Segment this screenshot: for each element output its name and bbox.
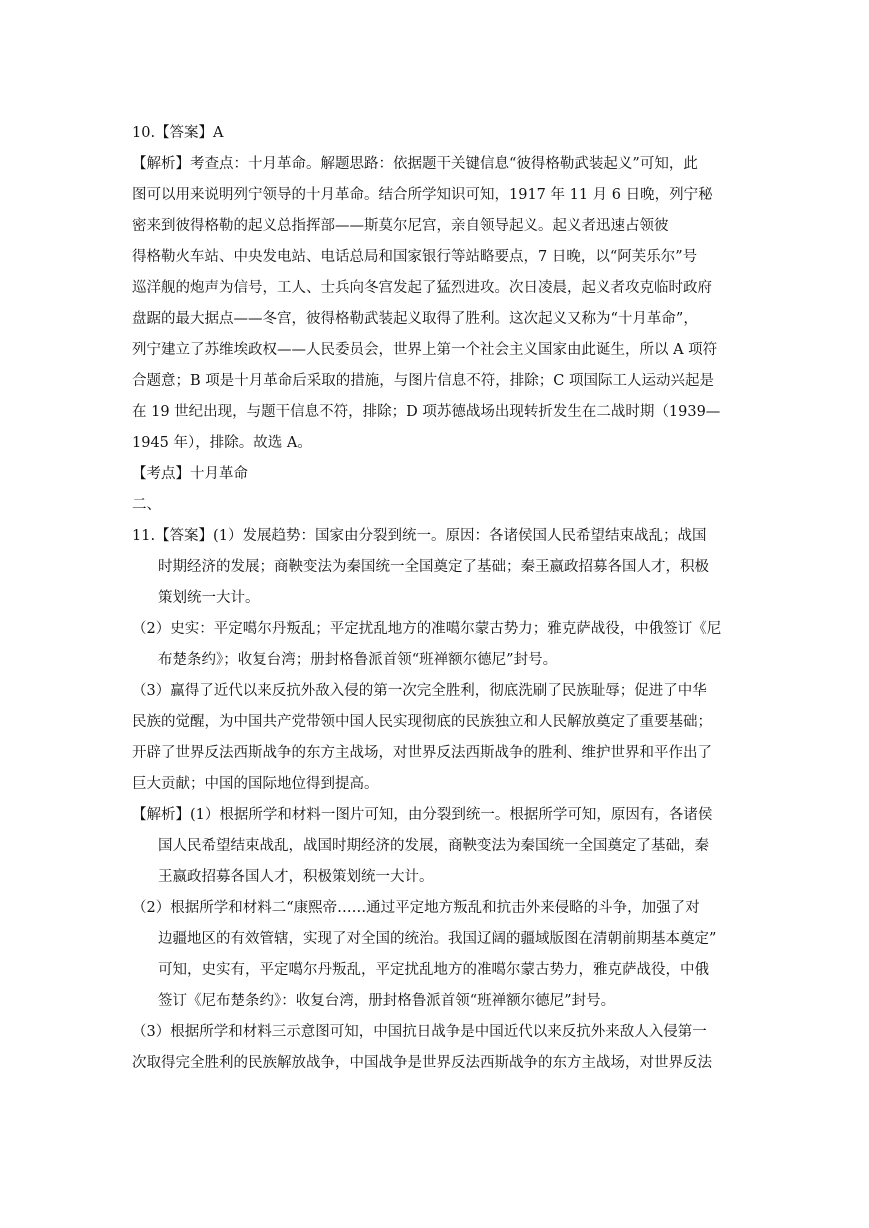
q11-answer-3 [132, 676, 740, 800]
q10-analysis-line: 图可以用来说明列宁领导的十月革命。结合所学知识可知，1917 年 11 月 6 日晚，列宁秘 [132, 187, 713, 203]
q10-analysis-line: 盘踞的最大据点——冬宫，彼得格勒武装起义取得了胜利。这次起义又称为“十月革命”， [132, 311, 698, 327]
q10-analysis-line: 巡洋舰的炮声为信号，工人、士兵向冬宫发起了猛烈进攻。次日凌晨，起义者攻克临时政府 [132, 280, 712, 296]
q11-answer-line: 巨大贡献；中国的国际地位得到提高。 [132, 776, 379, 792]
q11-answer-line: 时期经济的发展；商鞅变法为秦国统一全国奠定了基础；秦王嬴政招募各国人才，积极 [158, 559, 709, 575]
q10-point: 【考点】十月革命 [132, 466, 248, 482]
q10-analysis-line: 合题意；B 项是十月革命后采取的措施，与图片信息不符，排除；C 项国际工人运动兴起是 [132, 373, 714, 389]
q11-analysis-line: 可知，史实有，平定噶尔丹叛乱，平定扰乱地方的准噶尔蒙古势力，雅克萨战役，中俄 [158, 962, 709, 978]
q11-answer-line: 民族的觉醒，为中国共产党带领中国人民实现彻底的民族独立和人民解放奠定了重要基础； [132, 714, 712, 730]
q11-answer-line: 策划统一大计。 [158, 590, 260, 606]
q11-answer-line: 11.【答案】(1）发展趋势：国家由分裂到统一。原因：各诸侯国人民希望结束战乱；战国 [132, 528, 707, 544]
q11-analysis-line: 签订《尼布楚条约》：收复台湾，册封格鲁派首领“班禅额尔德尼”封号。 [158, 993, 616, 1009]
q10-analysis-line: 列宁建立了苏维埃政权——人民委员会，世界上第一个社会主义国家由此诞生，所以 A 项符 [132, 342, 718, 358]
q11-analysis-line: 【解析】(1）根据所学和材料一图片可知，由分裂到统一。根据所学可知，原因有，各诸侯 [132, 807, 713, 823]
q11-answer-2 [132, 614, 740, 676]
section-heading: 二、 [132, 497, 161, 513]
q10-analysis-line: 得格勒火车站、中央发电站、电话总局和国家银行等站略要点，7 日晚，以“阿芙乐尔”号 [132, 249, 698, 265]
q10-analysis [132, 149, 740, 459]
document-page [132, 118, 740, 1079]
q10-answer: 10.【答案】A [132, 125, 224, 141]
q11-answer-line: （2）史实：平定噶尔丹叛乱；平定扰乱地方的准噶尔蒙古势力；雅克萨战役，中俄签订《尼 [132, 621, 722, 637]
q11-answer-line: 开辟了世界反法西斯战争的东方主战场，对世界反法西斯战争的胜利、维护世界和平作出了 [132, 745, 712, 761]
q11-answer-line: （3）赢得了近代以来反抗外敌入侵的第一次完全胜利，彻底洗刷了民族耻辱；促进了中华 [132, 683, 707, 699]
q11-analysis-line: 国人民希望结束战乱，战国时期经济的发展，商鞅变法为秦国统一全国奠定了基础，秦 [158, 838, 709, 854]
q11-answer-1 [132, 521, 740, 614]
q11-analysis-line: 王嬴政招募各国人才，积极策划统一大计。 [158, 869, 434, 885]
q10-analysis-line: 密来到彼得格勒的起义总指挥部——斯莫尔尼宫，亲自领导起义。起义者迅速占领彼 [132, 218, 669, 234]
q10-analysis-line: 【解析】考查点：十月革命。解题思路：依据题干关键信息“彼得格勒武装起义”可知，此 [132, 156, 698, 172]
q11-answer-line: 布楚条约》；收复台湾；册封格鲁派首领“班禅额尔德尼”封号。 [158, 652, 558, 668]
q10-analysis-line: 在 19 世纪出现，与题干信息不符，排除；D 项苏德战场出现转折发生在二战时期（1939— [132, 404, 721, 420]
q11-analysis-line: 边疆地区的有效管辖，实现了对全国的统治。我国辽阔的疆域版图在清朝前期基本奠定” [158, 931, 717, 947]
q11-analysis-2 [132, 893, 740, 1017]
q11-analysis-1 [132, 800, 740, 893]
q11-analysis-line: 次取得完全胜利的民族解放战争，中国战争是世界反法西斯战争的东方主战场，对世界反法 [132, 1055, 712, 1071]
q11-analysis-3 [132, 1017, 740, 1079]
q10-analysis-line: 1945 年），排除。故选 A。 [132, 435, 312, 451]
q11-analysis-line: （2）根据所学和材料二“康熙帝……通过平定地方叛乱和抗击外来侵略的斗争，加强了对 [132, 900, 700, 916]
q11-analysis-line: （3）根据所学和材料三示意图可知，中国抗日战争是中国近代以来反抗外来敌人入侵第一 [132, 1024, 707, 1040]
